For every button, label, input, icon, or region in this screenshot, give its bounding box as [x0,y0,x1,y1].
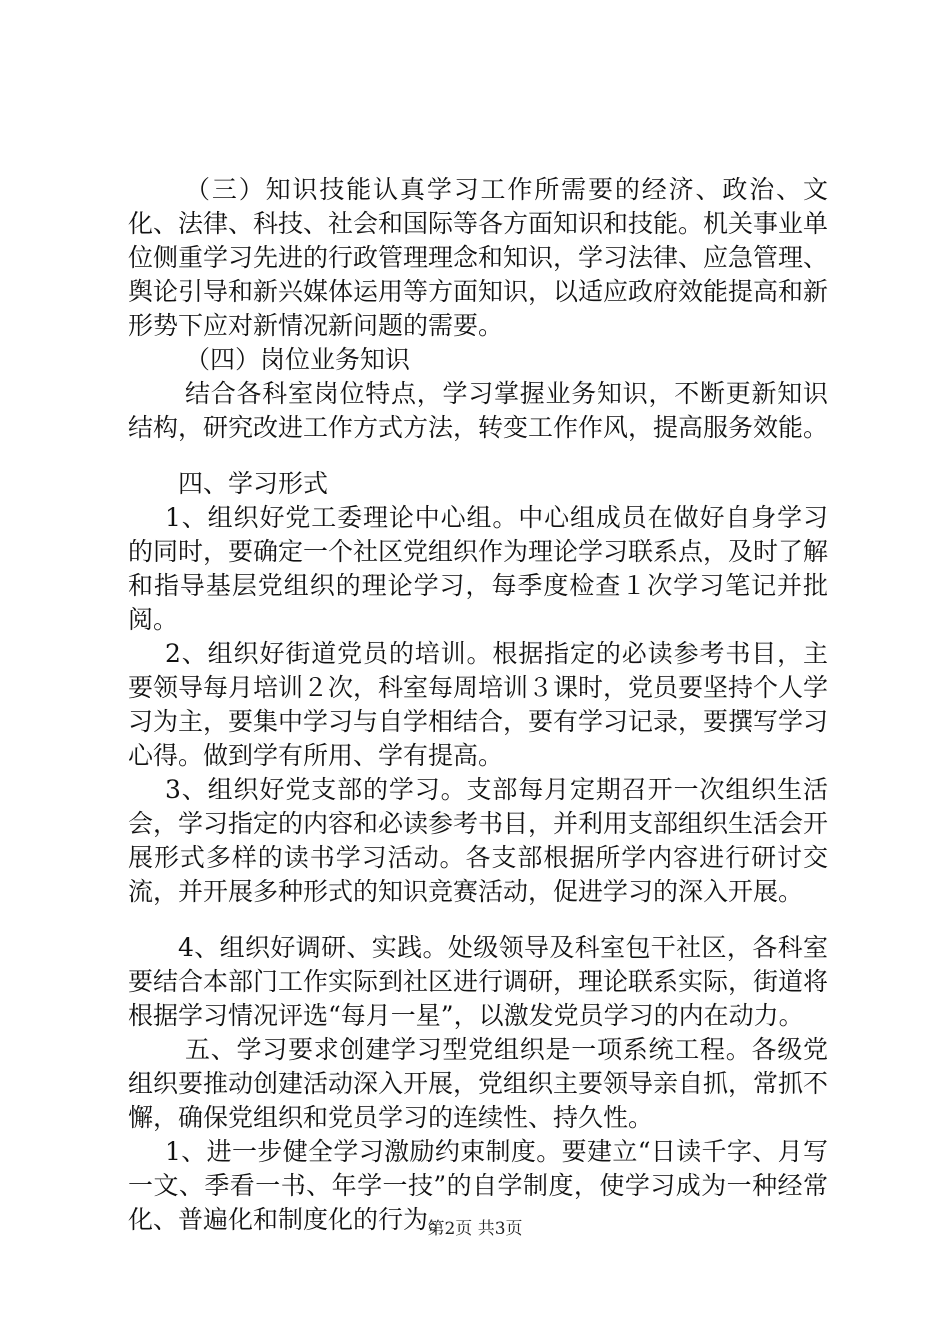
heading-job-knowledge: （四）岗位业务知识 [185,345,411,374]
document-body [128,173,828,1237]
heading-learning-requirements: 五、学习要求创建学习型党组织是一项系统工程。各级党组织要推动创建活动深入开展，党组织主要领导亲自抓，常抓不懈，确保党组织和党员学习的连续性、持久性。 [128,1035,829,1132]
paragraph-knowledge-skills: （三）知识技能认真学习工作所需要的经济、政治、文化、法律、科技、社会和国际等各方面知识和技能。机关事业单位侧重学习先进的行政管理理念和知识，学习法律、应急管理、舆论引导和新兴媒体运用等方面知识，以适应政府效能提高和新形势下应对新情况新问题的需要。 [128,175,829,340]
paragraph-form-1: 1、组织好党工委理论中心组。中心组成员在做好自身学习的同时，要确定一个社区党组织作为理论学习联系点，及时了解和指导基层党组织的理论学习，每季度检查１次学习笔记并批阅。 [128,503,829,634]
heading-learning-forms: 四、学习形式 [178,469,329,498]
paragraph-gap [128,909,828,931]
paragraph-form-3: 3、组织好党支部的学习。支部每月定期召开一次组织生活会，学习指定的内容和必读参考书目，并利用支部组织生活会开展形式多样的读书学习活动。各支部根据所学内容进行研讨交流，并开展多种形式的知识竞赛活动，促进学习的深入开展。 [128,775,829,906]
paragraph-form-4: 4、组织好调研、实践。处级领导及科室包干社区，各科室要结合本部门工作实际到社区进行调研，理论联系实际，街道将根据学习情况评选“每月一星”，以激发党员学习的内在动力。 [128,933,829,1030]
page-footer: 第2页 共3页 [427,1219,523,1239]
paragraph-gap [128,445,828,467]
paragraph-job-knowledge: 结合各科室岗位特点，学习掌握业务知识，不断更新知识结构，研究改进工作方式方法，转变工作作风，提高服务效能。 [128,379,829,442]
paragraph-requirement-1: 1、进一步健全学习激励约束制度。要建立“日读千字、月写一文、季看一书、年学一技”的自学制度，使学习成为一种经常化、普遍化和制度化的行为。 [128,1137,828,1234]
paragraph-form-2: 2、组织好街道党员的培训。根据指定的必读参考书目，主要领导每月培训２次，科室每周培训３课时，党员要坚持个人学习为主，要集中学习与自学相结合，要有学习记录，要撰写学习心得。做到学有所用、学有提高。 [128,639,829,770]
